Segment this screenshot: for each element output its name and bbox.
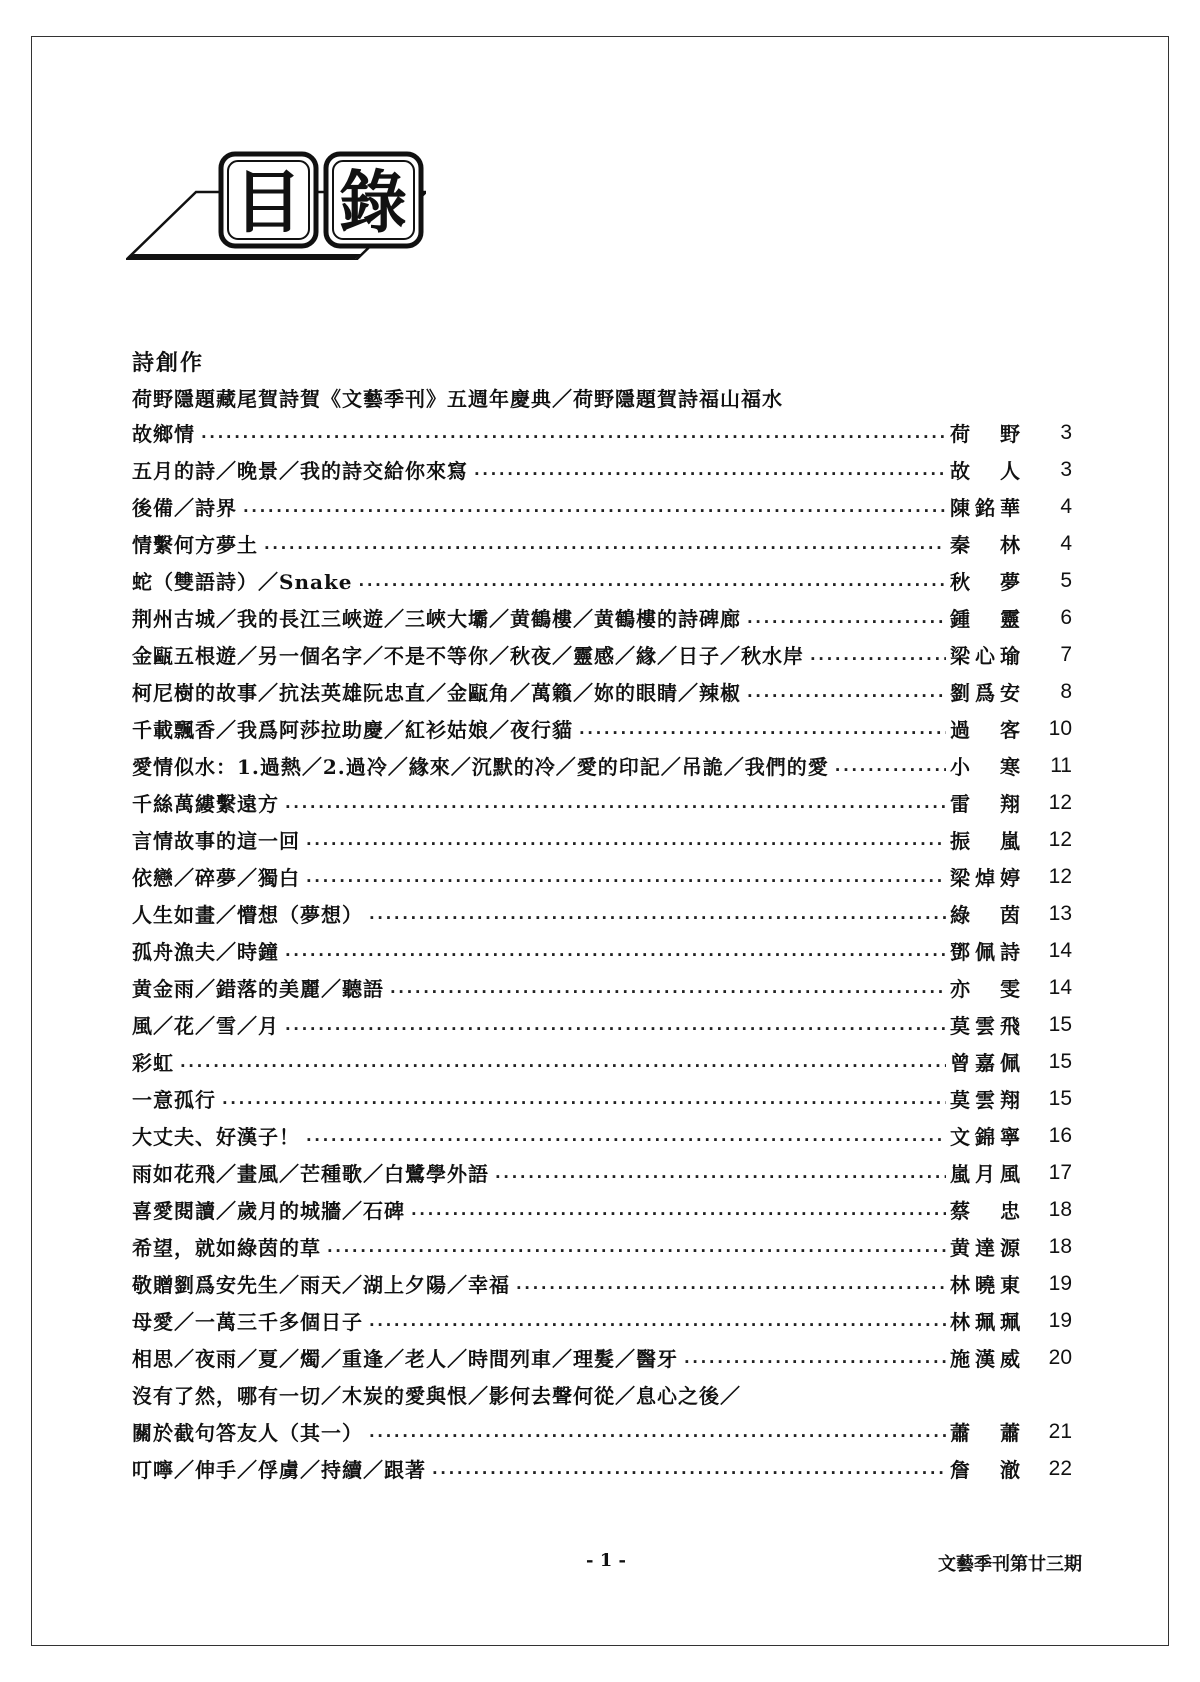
toc-entry [132, 636, 1072, 673]
publication-name: 文藝季刊第廿三期 [938, 1554, 1082, 1575]
toc-entry [132, 1302, 1072, 1339]
toc-entry-author: 綠 茵 [950, 903, 1020, 927]
toc-entry-author: 陳銘華 [950, 496, 1020, 520]
dot-leader [306, 1127, 946, 1145]
toc-entry-title: 希望，就如綠茵的草 [132, 1236, 321, 1260]
toc-entry-title: 雨如花飛／畫風／芒種歌／白鷺學外語 [132, 1162, 489, 1186]
dot-leader [579, 720, 946, 738]
dot-leader [306, 868, 946, 886]
toc-entry [132, 488, 1072, 525]
toc-entry-title: 孤舟漁夫／時鐘 [132, 940, 279, 964]
toc-entry-author: 雷 翔 [950, 792, 1020, 816]
toc-entry-page: 7 [1060, 642, 1072, 666]
toc-entry [132, 1191, 1072, 1228]
toc-entry-title: 沒有了然，哪有一切／木炭的愛與恨／影何去聲何從／息心之後／ [132, 1384, 741, 1408]
dot-leader [747, 683, 946, 701]
dot-leader [369, 905, 946, 923]
toc-entry-author: 文錦寧 [950, 1125, 1020, 1149]
toc-entry-page: 18 [1048, 1197, 1072, 1221]
toc-entry-title: 言情故事的這一回 [132, 829, 300, 853]
toc-entry-page: 3 [1060, 420, 1072, 444]
dot-leader [369, 1312, 946, 1330]
toc-entry-title: 情繫何方夢土 [132, 533, 258, 557]
toc-entry-title: 相思／夜雨／夏／燭／重逢／老人／時間列車／理髮／醫牙 [132, 1347, 678, 1371]
toc-entry-author: 蔡 忠 [950, 1199, 1020, 1223]
dot-leader [327, 1238, 946, 1256]
dot-leader [684, 1349, 946, 1367]
toc-entry-page: 10 [1048, 716, 1072, 740]
toc-entry-author: 施漢威 [950, 1347, 1020, 1371]
toc-entry [132, 858, 1072, 895]
toc-entry-page: 12 [1048, 790, 1072, 814]
toc-entry-page: 14 [1048, 975, 1072, 999]
toc-entry-title: 風／花／雪／月 [132, 1014, 279, 1038]
toc-entry-page: 6 [1060, 605, 1072, 629]
toc-entry-page: 14 [1048, 938, 1072, 962]
toc-entry-author: 林曉東 [950, 1273, 1020, 1297]
toc-entry-author: 梁焯婷 [950, 866, 1020, 890]
dot-leader [516, 1275, 946, 1293]
dot-leader [180, 1053, 946, 1071]
dot-leader [285, 794, 946, 812]
toc-entry-title: 一意孤行 [132, 1088, 216, 1112]
toc-entry-title: 敬贈劉爲安先生／雨天／湖上夕陽／幸福 [132, 1273, 510, 1297]
toc-entry-author: 鍾 靈 [950, 607, 1020, 631]
toc-entry-title: 母愛／一萬三千多個日子 [132, 1310, 363, 1334]
toc-entry [132, 1450, 1072, 1487]
toc-entry [132, 895, 1072, 932]
toc-entry-title: 荆州古城／我的長江三峽遊／三峽大壩／黄鶴樓／黄鶴樓的詩碑廊 [132, 607, 741, 631]
toc-entry-page: 19 [1048, 1308, 1072, 1332]
toc-entry-author: 秦 林 [950, 533, 1020, 557]
toc-entry [132, 1117, 1072, 1154]
toc-entry [132, 1413, 1072, 1450]
toc-entry-page: 12 [1048, 864, 1072, 888]
toc-entry-title: 金甌五根遊／另一個名字／不是不等你／秋夜／靈感／緣／日子／秋水岸 [132, 644, 804, 668]
toc-entry [132, 1043, 1072, 1080]
toc-entry-author: 莫雲翔 [950, 1088, 1020, 1112]
toc-entry-author: 故 人 [950, 459, 1020, 483]
toc-entry [132, 1339, 1072, 1376]
dot-leader [747, 609, 946, 627]
toc-entry-title: 愛情似水：1.過熱／2.過冷／緣來／沉默的冷／愛的印記／吊詭／我們的愛 [132, 755, 829, 779]
toc-entry [132, 525, 1072, 562]
toc-entry [132, 747, 1072, 784]
svg-text:錄: 錄 [338, 164, 408, 243]
toc-entry-title: 黄金雨／錯落的美麗／聽語 [132, 977, 384, 1001]
toc-entry-page: 4 [1060, 494, 1072, 518]
toc-entry-title: 依戀／碎夢／獨白 [132, 866, 300, 890]
toc-entry-title: 大丈夫、好漢子！ [132, 1125, 300, 1149]
toc-entry-author: 振 嵐 [950, 829, 1020, 853]
toc-entry [132, 821, 1072, 858]
dot-leader [835, 757, 946, 775]
toc-entry-page: 21 [1048, 1419, 1072, 1443]
toc-entry [132, 414, 1072, 451]
toc-entry-title: 人生如畫／懵想（夢想） [132, 903, 363, 927]
dot-leader [243, 498, 946, 516]
toc-entry-page: 11 [1050, 753, 1072, 777]
toc-entry-title: 關於截句答友人（其一） [132, 1421, 363, 1445]
toc-entry-page: 20 [1048, 1345, 1072, 1369]
toc-entry-title: 叮嚀／伸手／俘虜／持續／跟著 [132, 1458, 426, 1482]
toc-entry-author: 過 客 [950, 718, 1020, 742]
toc-entry [132, 784, 1072, 821]
toc-entry-author: 鄧佩詩 [950, 940, 1020, 964]
toc-entry-page: 3 [1060, 457, 1072, 481]
toc-entry-page: 17 [1048, 1160, 1072, 1184]
toc-entry [132, 1265, 1072, 1302]
toc-entry [132, 599, 1072, 636]
dot-leader [810, 646, 946, 664]
toc-entry-author: 林珮珮 [950, 1310, 1020, 1334]
dot-leader [264, 535, 946, 553]
dot-leader [495, 1164, 946, 1182]
toc-entry [132, 969, 1072, 1006]
toc-entry-author: 荷 野 [950, 422, 1020, 446]
svg-text:目: 目 [233, 164, 303, 243]
toc-entry-author: 詹 澈 [950, 1458, 1020, 1482]
toc-entry-title: 千絲萬縷繫遠方 [132, 792, 279, 816]
toc-entry-title: 千載飄香／我爲阿莎拉助慶／紅衫姑娘／夜行貓 [132, 718, 573, 742]
intro-line: 荷野隱題藏尾賀詩賀《文藝季刊》五週年慶典／荷野隱題賀詩福山福水 [132, 387, 783, 411]
toc-entry-title: 彩虹 [132, 1051, 174, 1075]
dot-leader [285, 942, 946, 960]
toc-entry [132, 1154, 1072, 1191]
toc-entry-page: 5 [1060, 568, 1072, 592]
toc-entry [132, 932, 1072, 969]
dot-leader [432, 1460, 946, 1478]
toc-entry [132, 1228, 1072, 1265]
toc-entry-title: 後備／詩界 [132, 496, 237, 520]
section-title: 詩創作 [132, 350, 205, 376]
dot-leader [285, 1016, 946, 1034]
toc-entry-page: 13 [1048, 901, 1072, 925]
dot-leader [474, 461, 946, 479]
toc-entry-page: 15 [1048, 1086, 1072, 1110]
toc-entry-author: 蕭 蕭 [950, 1421, 1020, 1445]
toc-entry-page: 18 [1048, 1234, 1072, 1258]
toc-entry-page: 12 [1048, 827, 1072, 851]
table-of-contents-list [132, 414, 1072, 1487]
toc-entry-page: 15 [1048, 1012, 1072, 1036]
toc-entry [132, 1080, 1072, 1117]
toc-entry-author: 曾嘉佩 [950, 1051, 1020, 1075]
toc-entry [132, 451, 1072, 488]
toc-entry-page: 16 [1048, 1123, 1072, 1147]
toc-entry [132, 673, 1072, 710]
toc-entry-author: 黄達源 [950, 1236, 1020, 1260]
toc-entry [132, 710, 1072, 747]
toc-entry-title: 喜愛閱讀／歲月的城牆／石碑 [132, 1199, 405, 1223]
toc-entry [132, 1376, 1072, 1413]
toc-entry-author: 亦 雯 [950, 977, 1020, 1001]
toc-entry-author: 嵐月風 [950, 1162, 1020, 1186]
toc-entry-author: 莫雲飛 [950, 1014, 1020, 1038]
toc-entry [132, 562, 1072, 599]
toc-entry-page: 8 [1060, 679, 1072, 703]
toc-entry-author: 小 寒 [950, 755, 1020, 779]
toc-entry-page: 4 [1060, 531, 1072, 555]
toc-entry-title: 五月的詩／晚景／我的詩交給你來寫 [132, 459, 468, 483]
page-number: - 1 - [586, 1550, 626, 1571]
toc-entry-author: 梁心瑜 [950, 644, 1020, 668]
toc-entry [132, 1006, 1072, 1043]
toc-entry-title: 故鄉情 [132, 422, 195, 446]
dot-leader [390, 979, 946, 997]
table-of-contents-logo [126, 150, 426, 260]
dot-leader [222, 1090, 946, 1108]
dot-leader [201, 424, 946, 442]
toc-entry-author: 秋 夢 [950, 570, 1020, 594]
toc-entry-page: 15 [1048, 1049, 1072, 1073]
dot-leader [411, 1201, 946, 1219]
toc-entry-title: 柯尼樹的故事／抗法英雄阮忠直／金甌角／萬籟／妳的眼睛／辣椒 [132, 681, 741, 705]
toc-entry-page: 19 [1048, 1271, 1072, 1295]
dot-leader [369, 1423, 946, 1441]
dot-leader [359, 572, 946, 590]
toc-entry-page: 22 [1048, 1456, 1072, 1480]
dot-leader [306, 831, 946, 849]
toc-entry-author: 劉爲安 [950, 681, 1020, 705]
toc-entry-title: 蛇（雙語詩）／Snake [132, 570, 353, 594]
